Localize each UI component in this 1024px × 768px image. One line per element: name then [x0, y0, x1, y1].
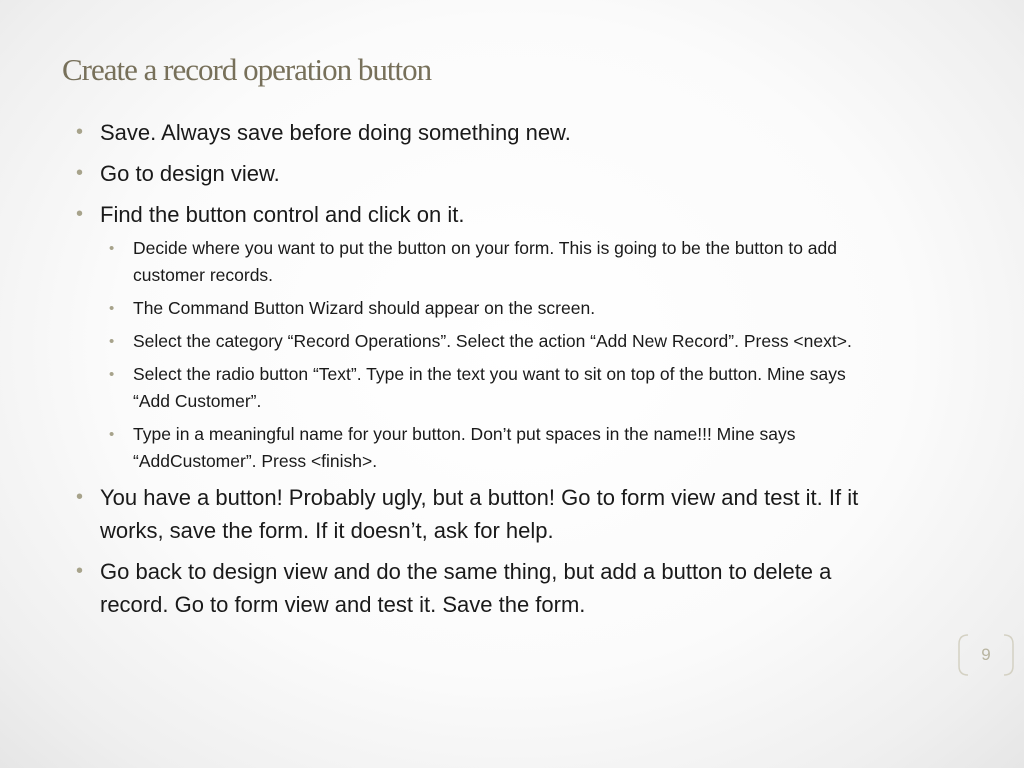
- sub-bullet-item: • The Command Button Wizard should appear on the screen.: [109, 295, 886, 322]
- bullet-item: • You have a button! Probably ugly, but a button! Go to form view and test it. If it works, save the form. If it doesn’t, ask for help.: [76, 481, 886, 547]
- page-number-badge: [956, 632, 1016, 678]
- bullet-item: • Go to design view.: [76, 157, 886, 190]
- bullet-item: • Save. Always save before doing something new.: [76, 116, 886, 149]
- sub-bullet-item: • Select the category “Record Operations”. Select the action “Add New Record”. Press <next>.: [109, 328, 886, 355]
- slide-content: [76, 116, 886, 629]
- sub-bullet-item: • Type in a meaningful name for your button. Don’t put spaces in the name!!! Mine says “AddCustomer”. Press <finish>.: [109, 421, 886, 475]
- bullet-item: • Find the button control and click on it.: [76, 198, 886, 231]
- slide-title: Create a record operation button: [62, 52, 432, 87]
- page-number: 9: [981, 645, 991, 664]
- sub-bullet-list: [109, 235, 886, 475]
- sub-bullet-item: • Decide where you want to put the button on your form. This is going to be the button to add customer records.: [109, 235, 886, 289]
- sub-bullet-item: • Select the radio button “Text”. Type in the text you want to sit on top of the button. Mine says “Add Customer”.: [109, 361, 886, 415]
- bullet-item: • Go back to design view and do the same thing, but add a button to delete a record. Go to form view and test it. Save the form.: [76, 555, 886, 621]
